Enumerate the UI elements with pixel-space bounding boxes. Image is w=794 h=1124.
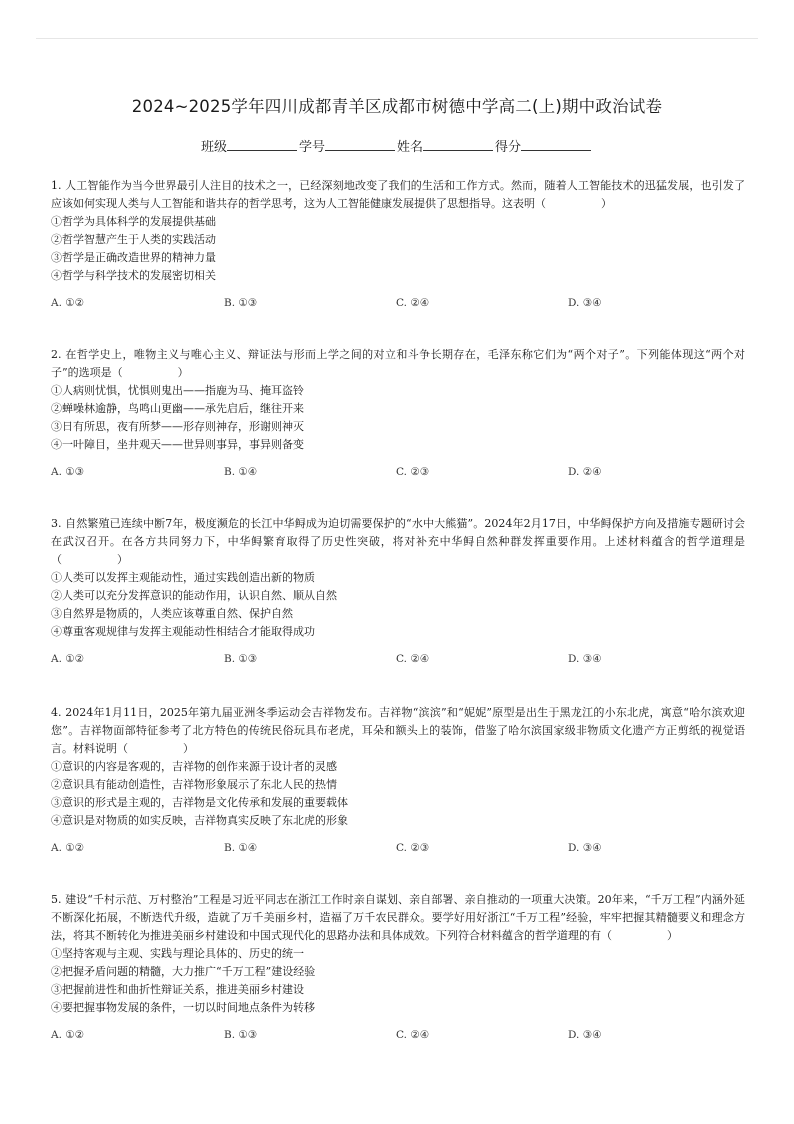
answer-choices <box>51 463 745 481</box>
choice-b[interactable]: B. ①③ <box>224 653 258 665</box>
choice-b[interactable]: B. ①④ <box>224 842 258 854</box>
statement-option: ③日有所思，夜有所梦——形存则神存，形谢则神灭 <box>51 420 304 433</box>
choice-c[interactable]: C. ②④ <box>396 297 430 309</box>
student-info-line <box>0 136 794 155</box>
statement-option: ①坚持客观与主观、实践与理论具体的、历史的统一 <box>51 947 304 960</box>
student-number-blank[interactable] <box>325 138 395 151</box>
score-label: 得分 <box>495 140 522 155</box>
question-stem: 2. 在哲学史上，唯物主义与唯心主义、辩证法与形而上学之间的对立和斗争长期存在，毛泽东称它们为“两个对子”。下列能体现这“两个对子”的选项是（ ） <box>51 348 745 379</box>
name-field <box>397 136 495 155</box>
statement-option: ③把握前进性和曲折性辩证关系，推进美丽乡村建设 <box>51 983 304 996</box>
name-label: 姓名 <box>397 140 424 155</box>
statement-option: ②人类可以充分发挥意识的能动作用，认识自然、顺从自然 <box>51 589 337 602</box>
statement-option: ④要把握事物发展的条件，一切以时间地点条件为转移 <box>51 1001 315 1014</box>
class-label: 班级 <box>200 140 227 155</box>
choice-c[interactable]: C. ②③ <box>396 466 430 478</box>
statement-option: ④一叶障目，坐井观天——世异则事异，事异则备变 <box>51 438 304 451</box>
class-field <box>201 136 299 155</box>
question-1 <box>51 177 745 312</box>
choice-a[interactable]: A. ①② <box>51 653 85 665</box>
choice-c[interactable]: C. ②④ <box>396 653 430 665</box>
answer-choices <box>51 1026 745 1044</box>
choice-d[interactable]: D. ③④ <box>568 297 602 309</box>
answer-choices <box>51 294 745 312</box>
choice-a[interactable]: A. ①③ <box>51 466 85 478</box>
statement-option: ①人病则忧惧，忧惧则鬼出——指鹿为马、掩耳盗铃 <box>51 384 304 397</box>
statement-option: ②意识具有能动创造性，吉祥物形象展示了东北人民的热情 <box>51 778 337 791</box>
score-blank[interactable] <box>521 138 591 151</box>
statement-option: ④哲学与科学技术的发展密切相关 <box>51 269 216 282</box>
page-top-divider <box>36 38 758 39</box>
statement-option: ①哲学为具体科学的发展提供基础 <box>51 215 216 228</box>
choice-c[interactable]: C. ②③ <box>396 842 430 854</box>
student-number-field <box>299 136 397 155</box>
choice-d[interactable]: D. ②④ <box>568 466 602 478</box>
question-stem: 3. 自然繁殖已连续中断7年，极度濒危的长江中华鲟成为迫切需要保护的“水中大熊猫”。2024年2月17日，中华鲟保护方向及措施专题研讨会在武汉召开。在各方共同努力下，中华鲟繁育取得了历史性突破，将对补充中华鲟自然种群发挥重要作用。上述材料蕴含的哲学道理是（ ） <box>51 517 745 566</box>
question-stem: 5. 建设“千村示范、万村整治”工程是习近平同志在浙江工作时亲自谋划、亲自部署、亲自推动的一项重大决策。20年来，“千万工程”内涵外延不断深化拓展，不断迭代升级，造就了万千美丽乡村，造福了万千农民群众。要学好用好浙江“千万工程”经验，牢牢把握其精髓要义和理念方法，将其不断转化为推进美丽乡村建设和中国式现代化的思路办法和具体成效。下列符合材料蕴含的哲学道理的有（ ） <box>51 893 745 942</box>
exam-title: 2024~2025学年四川成都青羊区成都市树德中学高二(上)期中政治试卷 <box>131 97 663 116</box>
choice-d[interactable]: D. ③④ <box>568 1029 602 1041</box>
choice-b[interactable]: B. ①④ <box>224 466 258 478</box>
question-3 <box>51 515 745 668</box>
statement-option: ④尊重客观规律与发挥主观能动性相结合才能取得成功 <box>51 625 315 638</box>
choice-b[interactable]: B. ①③ <box>224 1029 258 1041</box>
statement-option: ②把握矛盾问题的精髓，大力推广“千万工程”建设经验 <box>51 965 316 978</box>
choice-a[interactable]: A. ①② <box>51 1029 85 1041</box>
answer-choices <box>51 839 745 857</box>
statement-option: ③哲学是正确改造世界的精神力量 <box>51 251 216 264</box>
choice-a[interactable]: A. ①② <box>51 297 85 309</box>
student-number-label: 学号 <box>298 140 325 155</box>
choice-d[interactable]: D. ③④ <box>568 653 602 665</box>
statement-option: ③意识的形式是主观的，吉祥物是文化传承和发展的重要载体 <box>51 796 348 809</box>
question-stem: 4. 2024年1月11日，2025年第九届亚洲冬季运动会吉祥物发布。吉祥物“滨滨”和“妮妮”原型是出生于黑龙江的小东北虎，寓意“哈尔滨欢迎您”。吉祥物面部特征参考了北方特色的传统民俗玩具布老虎，耳朵和额头上的装饰，借鉴了哈尔滨国家级非物质文化遗产方正剪纸的视觉语言。材料说明（ ） <box>51 706 745 755</box>
choice-c[interactable]: C. ②④ <box>396 1029 430 1041</box>
class-blank[interactable] <box>227 138 297 151</box>
answer-choices <box>51 650 745 668</box>
question-2 <box>51 346 745 481</box>
choice-a[interactable]: A. ①② <box>51 842 85 854</box>
statement-option: ②蝉噪林逾静，鸟鸣山更幽——承先启后，继往开来 <box>51 402 304 415</box>
question-4 <box>51 704 745 857</box>
choice-b[interactable]: B. ①③ <box>224 297 258 309</box>
statement-option: ③自然界是物质的，人类应该尊重自然、保护自然 <box>51 607 293 620</box>
statement-option: ④意识是对物质的如实反映，吉祥物真实反映了东北虎的形象 <box>51 814 348 827</box>
question-stem: 1. 人工智能作为当今世界最引人注目的技术之一，已经深刻地改变了我们的生活和工作方式。然而，随着人工智能技术的迅猛发展，也引发了应该如何实现人类与人工智能和谐共存的哲学思考，这为人工智能健康发展提供了思想指导。这表明（ ） <box>51 179 745 210</box>
score-field <box>495 136 593 155</box>
statement-option: ②哲学智慧产生于人类的实践活动 <box>51 233 216 246</box>
statement-option: ①意识的内容是客观的，吉祥物的创作来源于设计者的灵感 <box>51 760 337 773</box>
statement-option: ①人类可以发挥主观能动性，通过实践创造出新的物质 <box>51 571 315 584</box>
choice-d[interactable]: D. ③④ <box>568 842 602 854</box>
name-blank[interactable] <box>423 138 493 151</box>
question-5 <box>51 891 745 1044</box>
